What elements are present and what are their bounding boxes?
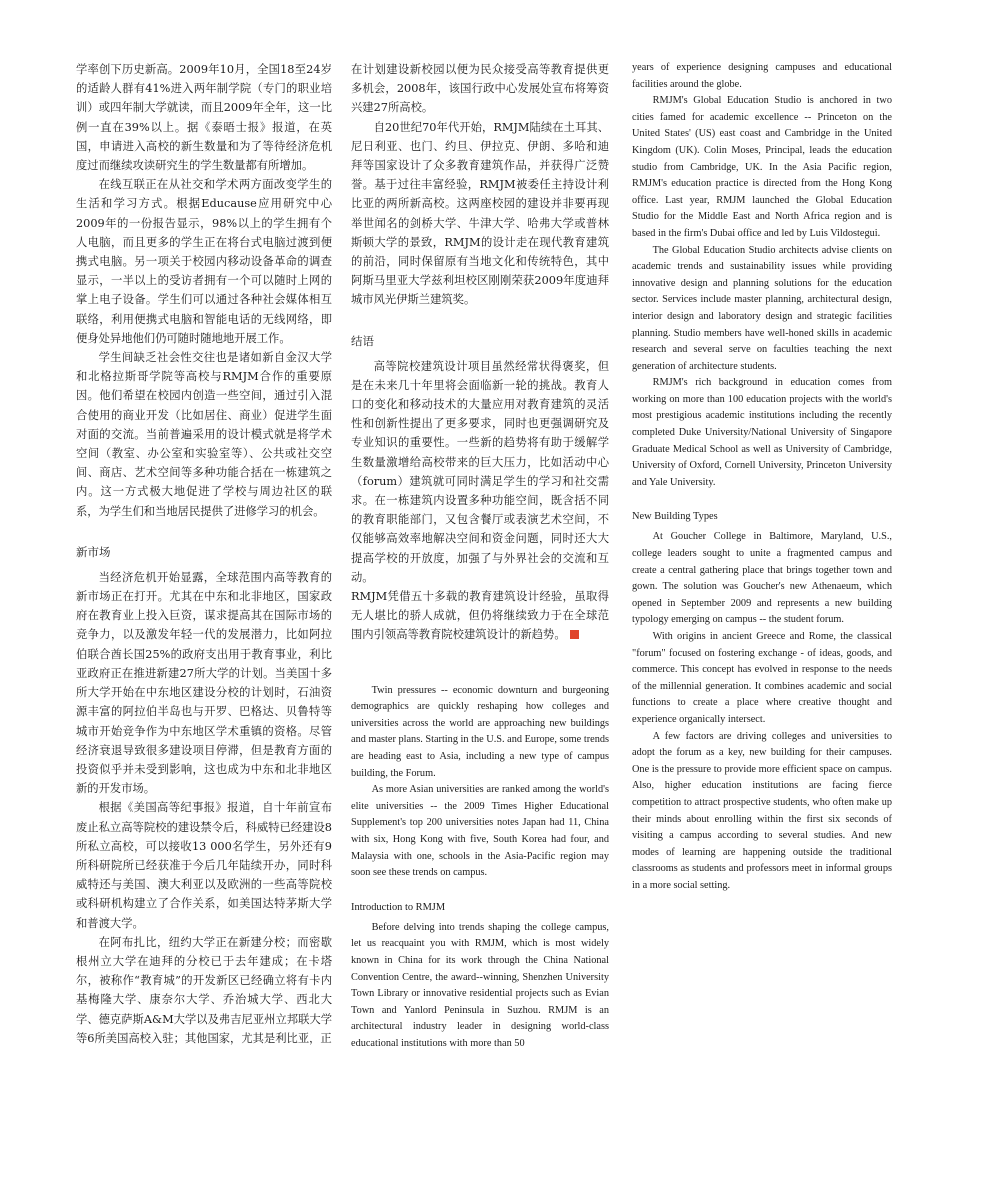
paragraph: 在阿布扎比，纽约大学正在新建分校；而密歇根州立大学在迪拜的分校已于去年建成；在卡塔尔，被称作“教育城”的开发新区已经确立将有卡内基梅隆大学、康奈尔大学、乔治城大学、西北大学、德克萨斯A&M大学以及弗吉尼亚州立邦联大学等6所美国高校入驻；其他国家，尤其是利比亚，正	[76, 935, 332, 1045]
paragraph: 在线互联正在从社交和学术两方面改变学生的生活和学习方式。根据Educause应用研究中心2009年的一份报告显示，98%以上的学生拥有个人电脑，而且更多的学生正在将台式电脑过渡到便携式电脑。另一项关于校园内移动设备革命的调查显示，一半以上的受访者拥有一个可以随时上网的掌上电子设备。学生们可以通过各种社会媒体相互联络，利用便携式电脑和智能电话的无线网络，即便身处异地他们仍可随时随地地开展工作。	[76, 178, 332, 345]
english-section	[351, 683, 609, 1053]
paragraph: 自20世纪70年代开始，RMJM陆续在土耳其、尼日利亚、也门、约旦、伊拉克、伊朗、多哈和迪拜等国家设计了众多教育建筑作品，并获得广泛赞誉。基于过往丰富经验，RMJM被委任主持设计利比亚的两所新高校。这两座校园的建设并非要再现举世闻名的剑桥大学、牛津大学、哈弗大学或普林斯顿大学的景致，RMJM的设计走在现代教育建筑的前沿，同时保留原有当地文化和传统特色，其中阿斯马里亚大学兹利坦校区刚刚荣获2009年度迪拜城市风光伊斯兰建筑奖。	[351, 120, 609, 307]
paragraph: 高等院校建筑设计项目虽然经常状得褒奖，但是在未来几十年里将会面临新一轮的挑战。教育人口的变化和移动技术的大量应用对教育建筑的灵活性和创新性提出了更多要求，同时也更强调研究及专业知识的重要性。一些新的趋势将有助于缓解学生数量激增给高校带来的巨大压力，比如活动中心（forum）建筑就可同时满足学生的学习和社交需求。在一栋建筑内设置多种功能空间，既含括不同的教育职能部门，又包含餐厅或表演艺术空间，不仅能够高效率地解决空间和资金问题，同时还大大提高学校的开放度，加强了与外界社会的交流和互动。	[351, 359, 609, 584]
paragraph: 学生间缺乏社会性交往也是诸如新自金汉大学和北格拉斯哥学院等高校与RMJM合作的重要原因。他们希望在校园内创造一些空间，通过引入混合使用的商业开发（比如居住、商业）促进学生面对面的交流。当前普遍采用的设计模式就是将学术空间（教室、办公室和实验室等）、公共或社交空间、商店、艺术空间等多种功能合括在一栋建筑之内。这一方式极大地促进了学校与周边社区的联系，为学生们和当地居民提供了进修学习的机会。	[76, 351, 332, 518]
section-heading-new-market: 新市场	[76, 544, 111, 559]
paragraph: Before delving into trends shaping the college campus, let us reacquaint you with RMJM, which is most widely known in China for its work through the China National Convention Centre, the award--winning, Shenzhen University Town Library or innovative residential projects such as Evian Town and Yanlord Peninsula in Suzhou. RMJM is an architectural industry leader in designing world-class educational institutions with more than 50	[351, 921, 609, 1049]
section-heading-new-building-types: New Building Types	[632, 511, 718, 523]
end-mark-icon	[570, 630, 579, 639]
column-1	[76, 60, 332, 1048]
paragraph: Twin pressures -- economic downturn and burgeoning demographics are quickly reshaping how colleges and universities across the world are approaching new buildings and master plans. Starting in the U.S. and Europe, some trends are heading east to Asia, including a new type of campus building, the Forum.	[351, 684, 609, 779]
paragraph: As more Asian universities are ranked among the world's elite universities -- the 2009 Times Higher Educational Supplement's top 200 universities notes Japan had 11, China with six, Hong Kong with five, South Korea had four, and Malaysia with one, schools in the Asia-Pacific region may soon see these trends on campus.	[351, 784, 609, 879]
section-heading-introduction: Introduction to RMJM	[351, 901, 446, 913]
paragraph: With origins in ancient Greece and Rome, the classical "forum" focused on fostering exchange - of ideas, goods, and commerce. This concept has evolved in response to the needs of the millennial generation. It combines academic and social functions to create a place where creative thought and experience organically intersect.	[632, 631, 892, 725]
paragraph: At Goucher College in Baltimore, Maryland, U.S., college leaders sought to unite a fragmented campus and create a central gathering place that brings together town and gown. The solution was Goucher's new Athenaeum, which opened in September 2009 and represents a new building typology emerging on campus -- the student forum.	[632, 531, 892, 626]
spacer	[351, 645, 609, 683]
closing-paragraph	[351, 587, 609, 645]
paragraph: RMJM's rich background in education comes from working on more than 100 education projects with the world's most prestigious academic institutions including the recently completed Duke University/National University of Singapore Graduate Medical School as well as University of Cambridge, University of Oxford, Cornell University, Princeton University and Yale University.	[632, 377, 892, 488]
paragraph: The Global Education Studio architects advise clients on academic trends and sustainability issues while providing innovative design and planning solutions for the education sector. Services include master planning, architectural design, interior design and laboratory design and strategic facilities planning. Studio members have well-honed skills in academic research and several serve on faculties teaching the next generation of architecture students.	[632, 244, 892, 372]
column-3	[632, 60, 892, 895]
paragraph: 在计划建设新校园以便为民众接受高等教育提供更多机会，2008年，该国行政中心发展处宣布将筹资兴建27所高校。	[351, 63, 609, 115]
paragraph: 学率创下历史新高。2009年10月，全国18至24岁的适龄人群有41%进入两年制学院（专门的职业培训）或四年制大学就读，而且2009年全年，这一比例一直在39%以上。据《泰晤士报》报道，在英国，申请进入高校的新生数量和为了等待经济危机度过而继续攻读研究生的学生数量都有所增加。	[76, 63, 332, 173]
paragraph-text: RMJM凭借五十多载的教育建筑设计经验，虽取得无人堪比的骄人成就，但仍将继续致力于在全球范围内引领高等教育院校建筑设计的新趋势。	[351, 590, 609, 642]
paragraph: RMJM's Global Education Studio is anchored in two cities famed for academic excellence -- Princeton on the United States' (US) east coast and Cambridge in the United Kingdom (UK). Colin Moses, Principal, leads the education studio from Cambridge, UK. In the Asia Pacific region, RMJM's education practice is directed from the Hong Kong office. Last year, RMJM launched the Global Education Studio for the Middle East and North Africa region and is based in the firm's Dubai office and led by Luis Vildostegui.	[632, 95, 892, 239]
paragraph: A few factors are driving colleges and universities to adopt the forum as a key, new building for their campuses. One is the pressure to provide more efficient space on campus. Also, higher education institutions are facing fierce competition to attract prospective students, who often make up their minds about enrolling within the first six seconds of visiting a campus according to several studies. And new modes of learning are happening outside the traditional classrooms as students and professors meet in informal groups in a more social setting.	[632, 730, 892, 891]
chinese-section	[351, 60, 609, 645]
paragraph: years of experience designing campuses and educational facilities around the globe.	[632, 62, 892, 90]
section-heading-conclusion: 结语	[351, 333, 374, 348]
column-2	[351, 60, 609, 1053]
paragraph: 当经济危机开始显露，全球范围内高等教育的新市场正在打开。尤其在中东和北非地区，国家政府在教育业上投入巨资，谋求提高其在国际市场的竞争力，以及激发年轻一代的发展潜力，比如阿拉伯联合酋长国25%的政府支出用于教育事业，利比亚政府正在推进新建27所大学的计划。当美国十多所大学开始在中东地区建设分校的计划时，石油资源丰富的阿拉伯半岛也与开罗、巴格达、贝鲁特等城市开始竞争作为中东地区学术重镇的资格。尽管经济衰退导致很多建设项目停滞，但是教育方面的投资似乎并未受到影响，这也成为中东和北非地区新的开发市场。	[76, 570, 332, 796]
paragraph: 根据《美国高等纪事报》报道，自十年前宣布废止私立高等院校的建设禁令后，科威特已经建设8所私立高校，可以接收13 000名学生，另外还有9所科研院所已经获准于今后几年陆续开办，同时科威特还与美国、澳大利亚以及欧洲的一些高等院校或科研机构建立了合作关系，如美国达特茅斯大学和普渡大学。	[76, 801, 332, 930]
